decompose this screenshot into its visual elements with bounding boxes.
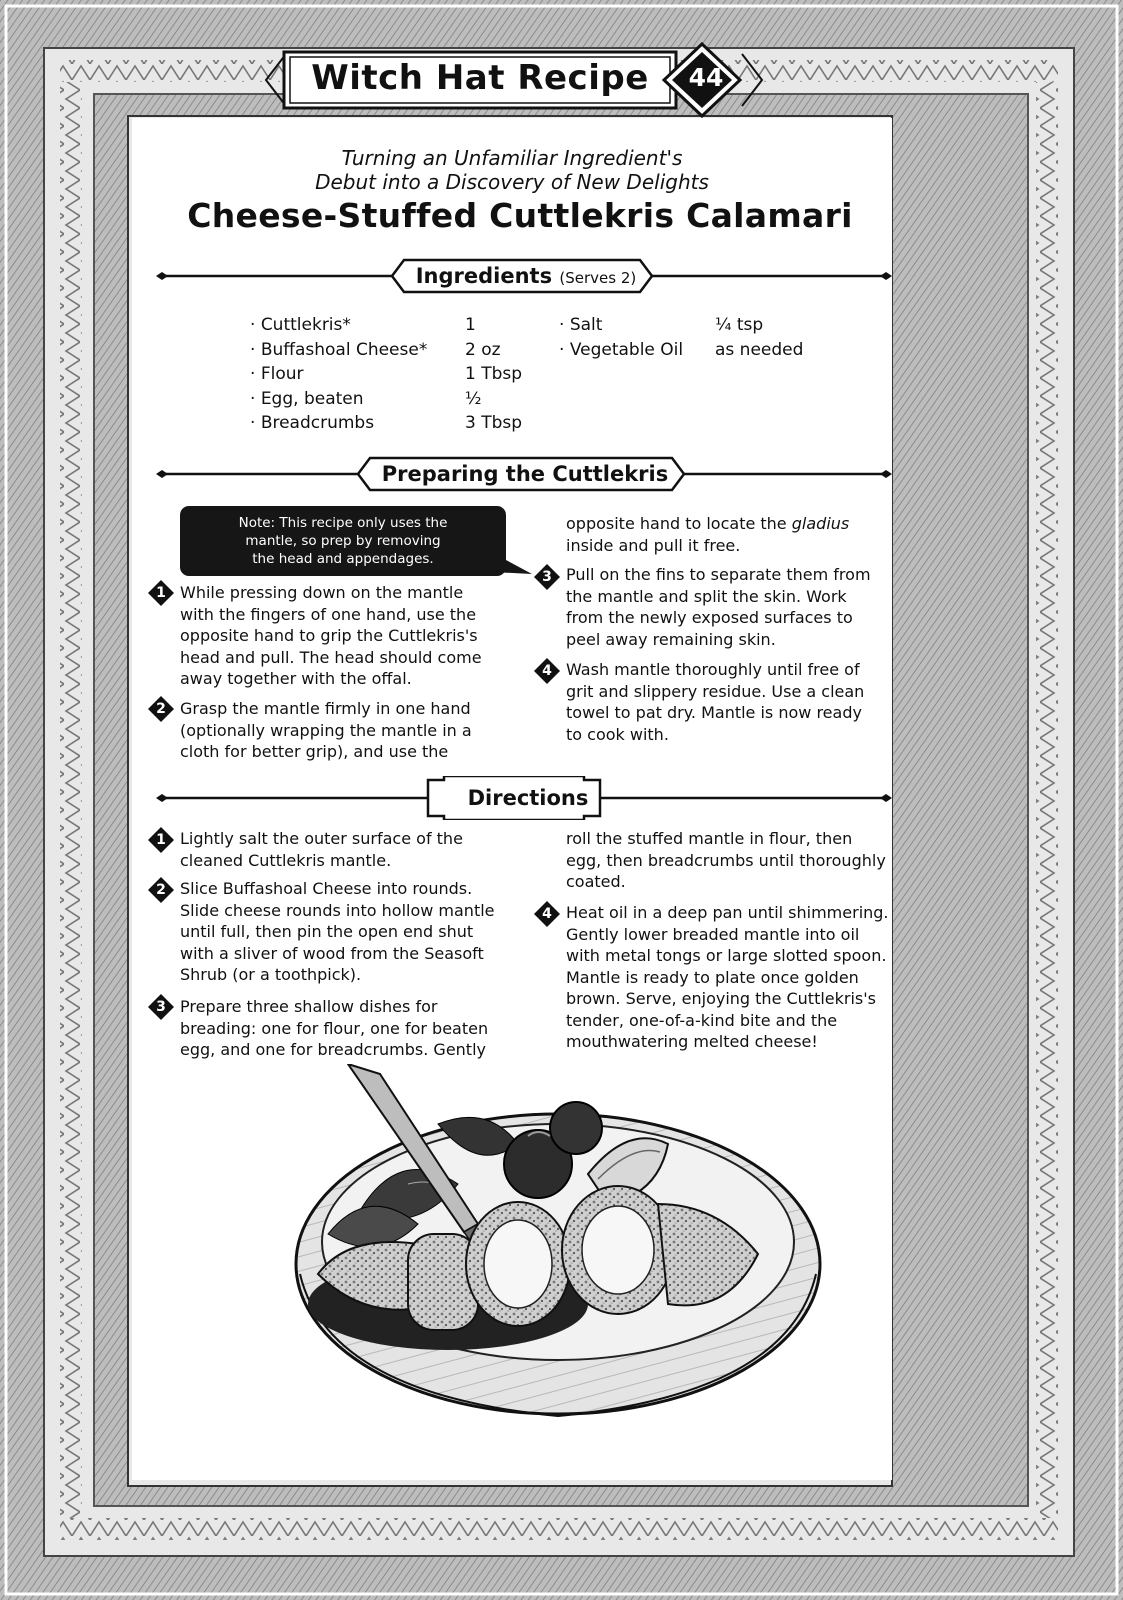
step-line: Slide cheese rounds into hollow mantle [180,900,495,920]
step-line: Slice Buffashoal Cheese into rounds. [180,879,473,898]
prep-note-callout [180,506,506,576]
prep-step-1 [180,582,482,690]
preparing-heading: Preparing the Cuttlekris [381,462,669,486]
ingredient-name: · Egg, beaten [250,388,364,409]
recipe-name: Cheese-Stuffed Cuttlekris Calamari [187,196,853,235]
step-line: the mantle and split the skin. Work [566,586,847,606]
step-line: (optionally wrapping the mantle in a [180,720,472,740]
step-line: While pressing down on the mantle [180,583,464,602]
prep-step-1-number: 1 [156,585,166,601]
ingredient-name-text: Salt [569,315,603,335]
ingredients-serves: (Serves 2) [559,269,637,287]
step-line: roll the stuffed mantle in flour, then [566,829,853,848]
step-line: head and pull. The head should come [180,647,482,667]
step-line: Shrub (or a toothpick). [180,965,362,984]
ingredients-heading-text: Ingredients [415,264,553,288]
step-line: away together with the offal. [180,669,412,688]
recipe-number-badge: 44 [688,63,724,92]
ingredient-amount: 3 Tbsp [465,413,523,433]
step-line: inside and pull it free. [566,535,741,555]
ingredient-name: · Cuttlekris* [250,315,351,335]
ingredient-name-text: Egg, beaten [260,388,364,409]
note-line: Note: This recipe only uses the [238,515,448,531]
prep-step-2-number: 2 [156,701,166,717]
step-line [566,513,849,535]
prep-step-2-continued [566,513,849,556]
ingredient-amount: 1 [465,315,476,335]
step-line: opposite hand to grip the Cuttlekris's [180,626,478,645]
direction-step-4 [566,902,889,1053]
ingredient-name: · Salt [559,315,603,335]
ingredients-right-amounts [715,313,803,362]
gladius-term: gladius [791,514,850,533]
step-line: Pull on the fins to separate them from [566,565,871,584]
prep-step-4-number: 4 [542,663,552,679]
ingredient-amount: as needed [715,339,804,360]
note-pointer [488,560,534,584]
ingredients-left-names [250,313,427,436]
step-line: towel to pat dry. Mantle is now ready [566,703,862,722]
step-line: with a sliver of wood from the Seasoft [180,943,484,963]
direction-step-3-continued [566,828,886,893]
ingredients-right-names [559,313,683,362]
ingredient-name-text: Buffashoal Cheese* [260,339,428,360]
step-line: peel away remaining skin. [566,629,776,649]
ingredient-amount: 1 Tbsp [465,364,523,384]
step-line: to cook with. [566,724,669,744]
step-line: with the fingers of one hand, use the [180,604,477,624]
note-line: mantle, so prep by removing [245,533,441,549]
ingredient-name: · Buffashoal Cheese* [250,339,428,360]
subtitle-line-1: Turning an Unfamiliar Ingredient's [341,146,683,170]
step-line: until full, then pin the open end shut [180,922,474,941]
continuation-text: opposite hand to locate the [566,514,787,533]
prep-step-3-number: 3 [542,569,552,585]
direction-step-4-number: 4 [542,906,552,922]
ingredient-name: · Flour [250,364,304,384]
step-line: egg, and one for breadcrumbs. Gently [180,1040,486,1059]
step-line: with metal tongs or large slotted spoon. [566,946,887,965]
direction-step-2 [180,878,495,986]
step-line: grit and slippery residue. Use a clean [566,681,865,701]
prep-step-2 [180,698,472,763]
ingredient-name-text: Cuttlekris* [260,315,351,335]
step-line: tender, one-of-a-kind bite and the [566,1010,838,1030]
series-title: Witch Hat Recipe [311,58,649,98]
direction-step-3-number: 3 [156,999,166,1015]
direction-step-2-number: 2 [156,882,166,898]
ingredient-amount: 2 oz [465,339,501,360]
ingredient-name-text: Vegetable Oil [569,339,684,360]
step-line: brown. Serve, enjoying the Cuttlekris's [566,989,876,1008]
ingredient-amount: ½ [465,388,482,409]
step-line: breading: one for flour, one for beaten [180,1018,489,1038]
step-line: Gently lower breaded mantle into oil [566,924,860,944]
step-line: cleaned Cuttlekris mantle. [180,850,392,870]
direction-step-1-number: 1 [156,832,166,848]
ingredients-heading [396,264,656,288]
ingredient-name: · Breadcrumbs [250,413,375,433]
step-line: Grasp the mantle firmly in one hand [180,699,471,718]
step-line: coated. [566,872,626,891]
prep-step-4 [566,659,864,745]
step-line: mouthwatering melted cheese! [566,1032,818,1051]
direction-step-3 [180,996,488,1061]
ingredient-name-text: Breadcrumbs [260,413,375,433]
step-line: from the newly exposed surfaces to [566,608,853,627]
ingredient-name-text: Flour [260,364,304,384]
direction-step-1 [180,828,463,871]
step-line: Lightly salt the outer surface of the [180,829,463,848]
ingredient-amount: ¼ tsp [715,315,764,335]
step-line: Prepare three shallow dishes for [180,997,438,1016]
step-line: Mantle is ready to plate once golden [566,967,859,987]
prep-step-3 [566,564,871,650]
dish-illustration [288,1064,828,1424]
note-line: the head and appendages. [252,551,434,567]
ingredients-left-amounts [465,313,522,436]
ingredient-name: · Vegetable Oil [559,339,684,360]
step-line: cloth for better grip), and use the [180,742,449,761]
step-line: Wash mantle thoroughly until free of [566,660,860,679]
subtitle-line-2: Debut into a Discovery of New Delights [315,170,709,194]
directions-heading: Directions [467,786,589,810]
step-line: egg, then breadcrumbs until thoroughly [566,850,886,870]
step-line: Heat oil in a deep pan until shimmering. [566,903,889,922]
